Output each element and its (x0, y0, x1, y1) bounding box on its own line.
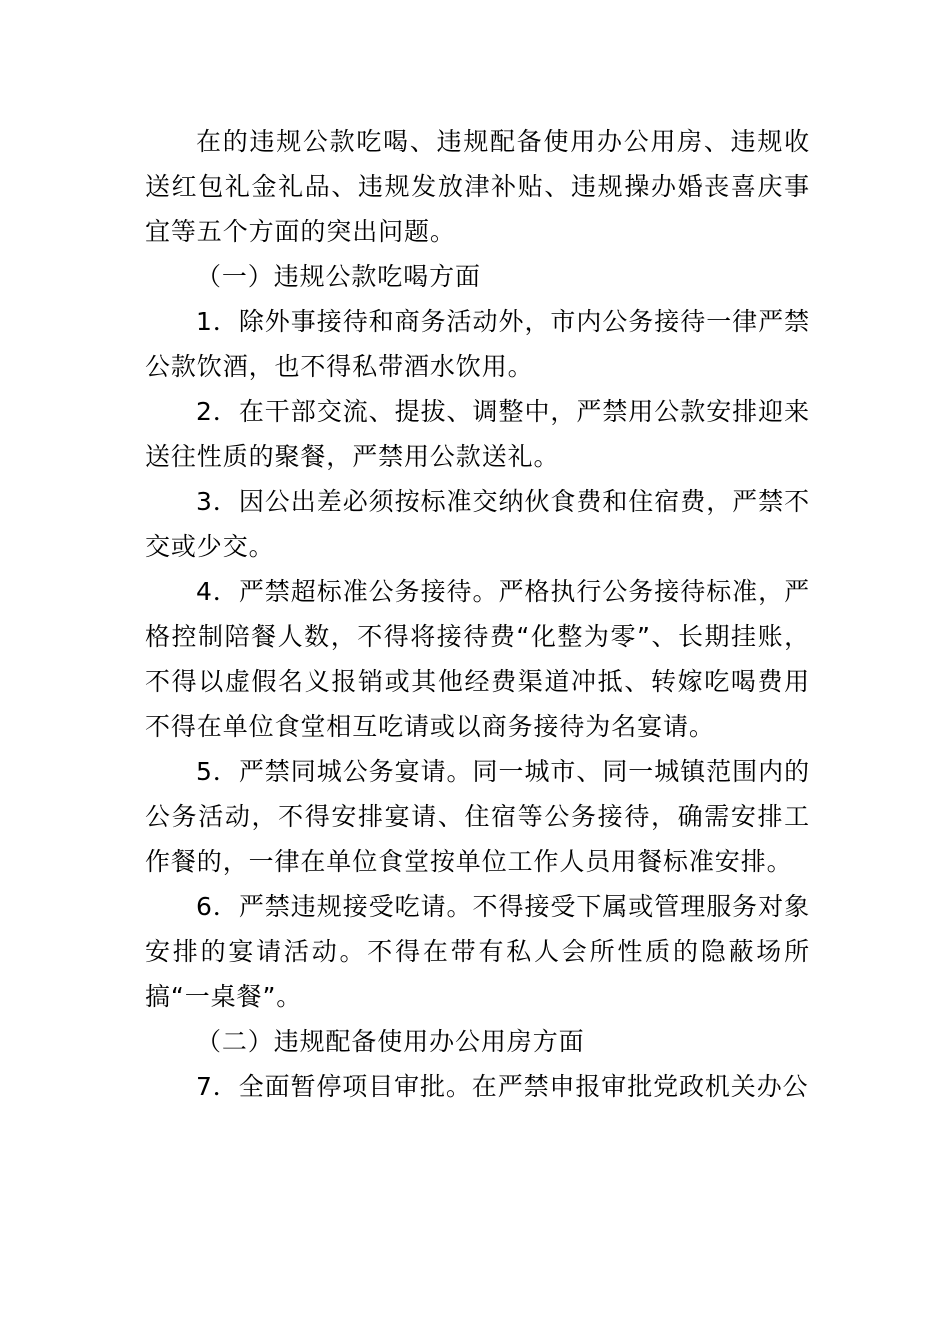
section-heading-1: （一）违规公款吃喝方面 (196, 262, 481, 291)
paragraph-item-5: 5．严禁同城公务宴请。同一城市、同一城镇范围内的公务活动，不得安排宴请、住宿等公务接待，确需安排工作餐的，一律在单位食堂按单位工作人员用餐标准安排。 (145, 757, 810, 876)
paragraph-item-3: 3．因公出差必须按标准交纳伙食费和住宿费，严禁不交或少交。 (145, 487, 810, 561)
section-heading-2: （二）违规配备使用办公用房方面 (196, 1027, 585, 1056)
paragraph-item-1: 1．除外事接待和商务活动外，市内公务接待一律严禁公款饮酒，也不得私带酒水饮用。 (145, 307, 810, 381)
paragraph-item-7: 7．全面暂停项目审批。在严禁申报审批党政机关办公 (196, 1072, 809, 1101)
document-body (145, 119, 810, 1109)
paragraph-item-6: 6．严禁违规接受吃请。不得接受下属或管理服务对象安排的宴请活动。不得在带有私人会所性质的隐蔽场所搞“一桌餐”。 (145, 892, 810, 1011)
paragraph-item-2: 2．在干部交流、提拔、调整中，严禁用公款安排迎来送往性质的聚餐，严禁用公款送礼。 (145, 397, 810, 471)
paragraph-intro: 在的违规公款吃喝、违规配备使用办公用房、违规收送红包礼金礼品、违规发放津补贴、违规操办婚丧喜庆事宜等五个方面的突出问题。 (145, 127, 810, 246)
paragraph-item-4: 4．严禁超标准公务接待。严格执行公务接待标准，严格控制陪餐人数，不得将接待费“化整为零”、长期挂账，不得以虚假名义报销或其他经费渠道冲抵、转嫁吃喝费用不得在单位食堂相互吃请或以商务接待为名宴请。 (145, 577, 810, 741)
